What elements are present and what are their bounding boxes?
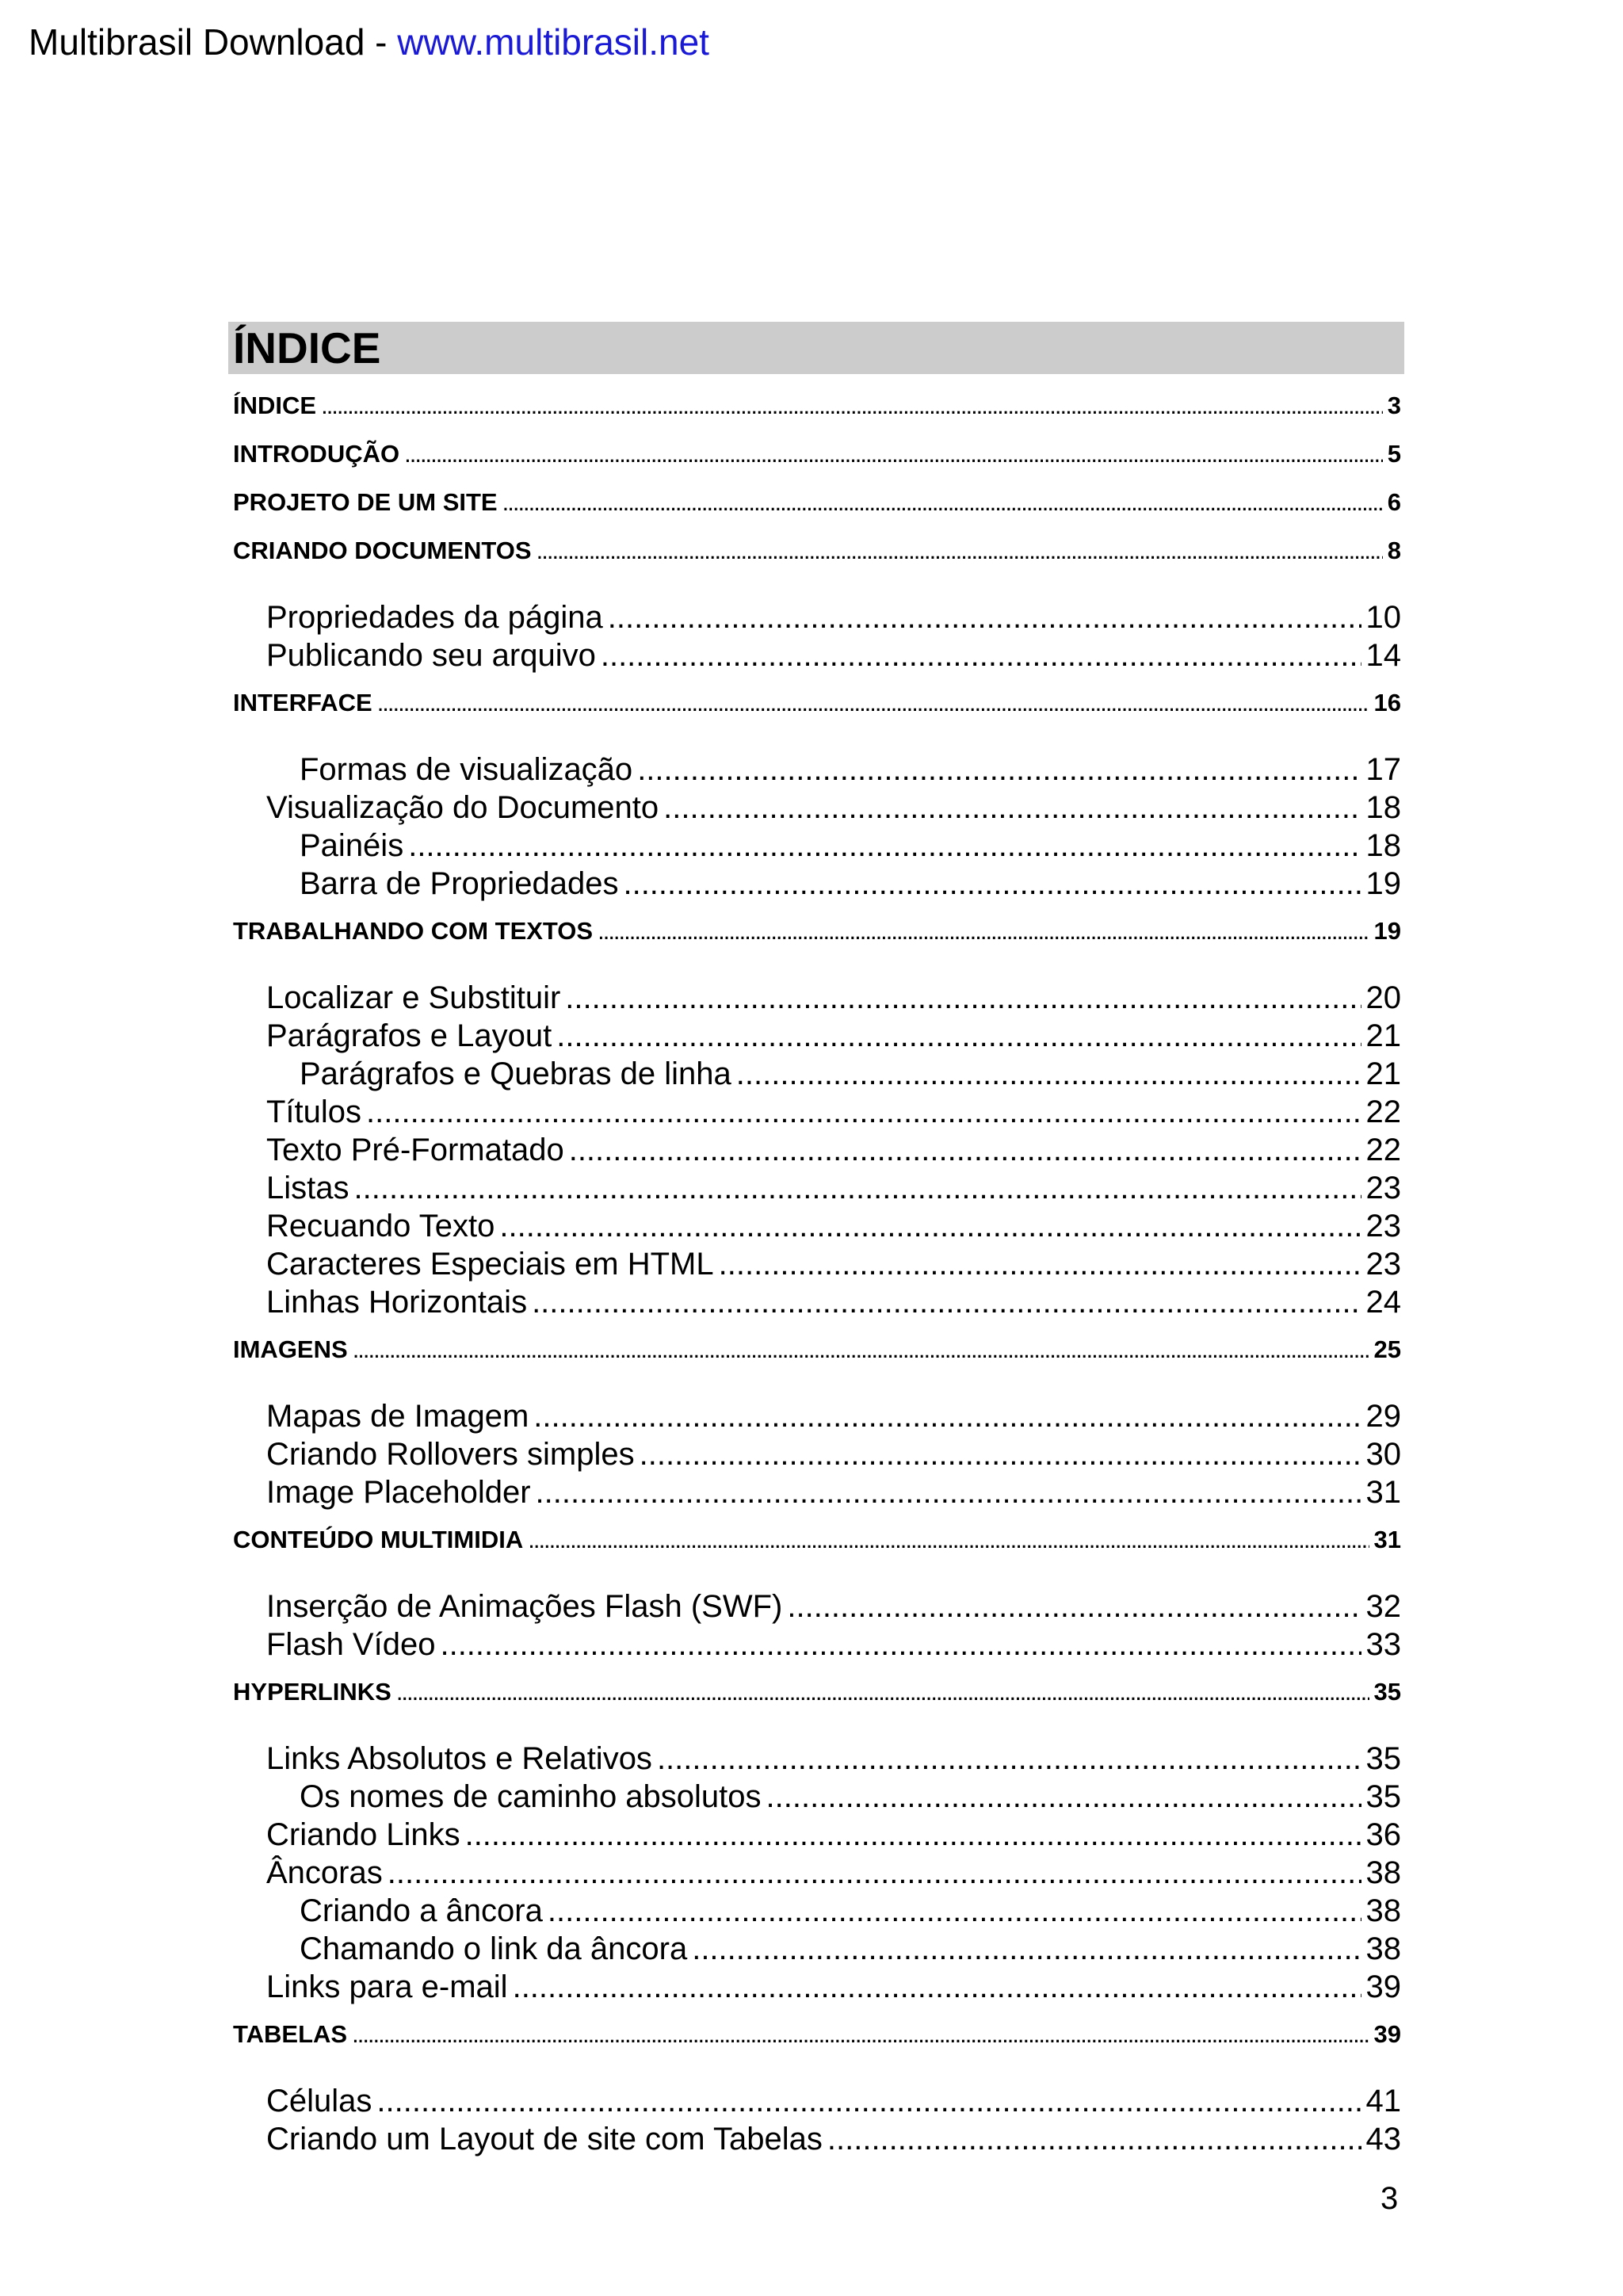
toc-entry-page: 29 <box>1365 1399 1401 1434</box>
toc-entry[interactable] <box>233 1397 1401 1435</box>
toc-entry-page: 38 <box>1365 1893 1401 1928</box>
toc-dot-leader <box>321 387 1383 425</box>
toc-dot-leader <box>366 1093 1361 1131</box>
toc-entry-page: 20 <box>1365 980 1401 1015</box>
toc-entry-title: TRABALHANDO COM TEXTOS <box>233 917 594 945</box>
toc-dot-leader <box>663 789 1361 827</box>
toc-entry-page: 24 <box>1365 1285 1401 1320</box>
toc-entry-title: Mapas de Imagem <box>266 1399 529 1434</box>
toc-entry-title: Recuando Texto <box>266 1209 495 1244</box>
toc-dot-leader <box>465 1816 1361 1854</box>
toc-entry-title: INTRODUÇÃO <box>233 440 400 468</box>
toc-dot-leader <box>608 598 1361 636</box>
toc-entry[interactable] <box>233 1740 1401 1778</box>
toc-dot-leader <box>353 1331 1369 1369</box>
toc-entry-title: INTERFACE <box>233 689 372 716</box>
toc-dot-leader <box>377 684 1369 722</box>
toc-entry[interactable] <box>233 1245 1401 1283</box>
toc-entry-page: 39 <box>1365 1969 1401 2004</box>
toc-entry-page: 18 <box>1365 790 1401 825</box>
toc-entry[interactable] <box>233 1673 1401 1740</box>
toc-title: ÍNDICE <box>228 322 1404 374</box>
toc-entry-title: Flash Vídeo <box>266 1627 436 1662</box>
toc-entry-page: 21 <box>1365 1018 1401 1053</box>
toc-entry-title: Propriedades da página <box>266 600 603 635</box>
toc-entry[interactable] <box>233 532 1401 598</box>
toc-entry-title: Criando um Layout de site com Tabelas <box>266 2122 823 2157</box>
toc-entry[interactable] <box>233 827 1401 865</box>
toc-entry-page: 18 <box>1365 828 1401 863</box>
toc-entry[interactable] <box>233 1435 1401 1473</box>
toc-dot-leader <box>408 827 1361 865</box>
toc-entry-page: 14 <box>1365 638 1401 673</box>
toc-entry-page: 32 <box>1365 1589 1401 1624</box>
toc-entry-title: CONTEÚDO MULTIMIDIA <box>233 1526 524 1553</box>
toc-entry[interactable] <box>233 2120 1401 2158</box>
toc-entry-page: 30 <box>1365 1437 1401 1472</box>
toc-entry-title: Publicando seu arquivo <box>266 638 596 673</box>
toc-entry-page: 6 <box>1387 488 1401 516</box>
toc-dot-leader <box>388 1854 1361 1892</box>
toc-entry-title: Texto Pré-Formatado <box>266 1133 564 1167</box>
toc-entry[interactable] <box>233 979 1401 1017</box>
toc-dot-leader <box>502 483 1383 521</box>
toc-dot-leader <box>565 979 1361 1017</box>
toc-dot-leader <box>692 1930 1361 1968</box>
toc-entry-title: ÍNDICE <box>233 392 317 419</box>
toc-entry-page: 33 <box>1365 1627 1401 1662</box>
toc-entry-page: 5 <box>1387 440 1401 468</box>
toc-entry-title: Títulos <box>266 1095 362 1129</box>
toc-entry-title: Image Placeholder <box>266 1475 531 1510</box>
toc-dot-leader <box>640 1435 1361 1473</box>
toc-dot-leader <box>766 1778 1361 1816</box>
toc-entry[interactable] <box>233 1521 1401 1587</box>
toc-entry[interactable] <box>233 1930 1401 1968</box>
toc-entry-page: 22 <box>1365 1095 1401 1129</box>
toc-dot-leader <box>637 751 1361 789</box>
toc-entry-page: 31 <box>1365 1475 1401 1510</box>
toc-entry-title: Âncoras <box>266 1855 383 1890</box>
toc-entry-title: Links para e-mail <box>266 1969 508 2004</box>
toc-entry-page: 21 <box>1365 1056 1401 1091</box>
toc-dot-leader <box>537 532 1383 570</box>
toc-dot-leader <box>548 1892 1361 1930</box>
table-of-contents <box>233 387 1401 2158</box>
toc-entry[interactable] <box>233 1778 1401 1816</box>
toc-entry-page: 17 <box>1365 752 1401 787</box>
toc-dot-leader <box>528 1521 1369 1559</box>
toc-entry[interactable] <box>233 1473 1401 1521</box>
toc-entry-title: Inserção de Animações Flash (SWF) <box>266 1589 783 1624</box>
toc-entry-page: 19 <box>1373 917 1401 945</box>
toc-entry-page: 23 <box>1365 1209 1401 1244</box>
toc-dot-leader <box>787 1587 1361 1626</box>
toc-dot-leader <box>827 2120 1361 2158</box>
toc-entry-title: Localizar e Substituir <box>266 980 561 1015</box>
toc-dot-leader <box>513 1968 1361 2006</box>
toc-dot-leader <box>601 636 1361 674</box>
toc-entry-title: Parágrafos e Layout <box>266 1018 552 1053</box>
toc-entry-page: 43 <box>1365 2122 1401 2157</box>
toc-entry-page: 10 <box>1365 600 1401 635</box>
toc-entry-page: 41 <box>1365 2084 1401 2118</box>
toc-entry[interactable] <box>233 483 1401 532</box>
toc-entry-title: Linhas Horizontais <box>266 1285 528 1320</box>
toc-entry[interactable] <box>233 1017 1401 1055</box>
toc-entry-page: 23 <box>1365 1171 1401 1205</box>
toc-entry[interactable] <box>233 435 1401 483</box>
toc-dot-leader <box>657 1740 1361 1778</box>
toc-entry-page: 38 <box>1365 1931 1401 1966</box>
toc-dot-leader <box>354 1169 1361 1207</box>
toc-entry-page: 22 <box>1365 1133 1401 1167</box>
toc-entry-page: 35 <box>1365 1779 1401 1814</box>
toc-entry-title: TABELAS <box>233 2020 348 2048</box>
toc-dot-leader <box>440 1626 1361 1664</box>
toc-entry[interactable] <box>233 865 1401 912</box>
toc-entry[interactable] <box>233 2082 1401 2120</box>
toc-entry[interactable] <box>233 1587 1401 1626</box>
toc-entry[interactable] <box>233 1207 1401 1245</box>
toc-dot-leader <box>623 865 1361 903</box>
toc-entry[interactable] <box>233 1283 1401 1331</box>
toc-entry-title: Painéis <box>300 828 404 863</box>
toc-entry-page: 36 <box>1365 1817 1401 1852</box>
toc-dot-leader <box>719 1245 1361 1283</box>
toc-entry-title: Barra de Propriedades <box>300 866 619 901</box>
toc-dot-leader <box>536 1473 1361 1511</box>
toc-entry[interactable] <box>233 789 1401 827</box>
toc-entry-title: Links Absolutos e Relativos <box>266 1741 652 1776</box>
toc-entry[interactable] <box>233 636 1401 684</box>
toc-entry-title: Visualização do Documento <box>266 790 659 825</box>
toc-entry-page: 35 <box>1373 1678 1401 1706</box>
toc-entry[interactable] <box>233 1055 1401 1093</box>
toc-entry[interactable] <box>233 387 1401 435</box>
toc-entry[interactable] <box>233 1331 1401 1397</box>
toc-entry-title: IMAGENS <box>233 1335 348 1363</box>
toc-entry[interactable] <box>233 1626 1401 1673</box>
toc-entry[interactable] <box>233 1131 1401 1169</box>
toc-entry[interactable] <box>233 912 1401 979</box>
toc-entry-page: 25 <box>1373 1335 1401 1363</box>
toc-entry-title: Os nomes de caminho absolutos <box>300 1779 762 1814</box>
toc-entry-title: Criando a âncora <box>300 1893 543 1928</box>
toc-entry-title: Caracteres Especiais em HTML <box>266 1247 714 1282</box>
toc-entry-title: Criando Links <box>266 1817 460 1852</box>
toc-entry[interactable] <box>233 598 1401 636</box>
page-number: 3 <box>1381 2181 1399 2216</box>
toc-entry[interactable] <box>233 2015 1401 2082</box>
toc-entry-title: CRIANDO DOCUMENTOS <box>233 537 532 564</box>
toc-dot-leader <box>376 2082 1361 2120</box>
toc-entry-page: 39 <box>1373 2020 1401 2048</box>
toc-entry[interactable] <box>233 684 1401 751</box>
toc-entry-title: Criando Rollovers simples <box>266 1437 635 1472</box>
toc-dot-leader <box>404 435 1383 473</box>
toc-entry-page: 35 <box>1365 1741 1401 1776</box>
toc-entry-title: Chamando o link da âncora <box>300 1931 688 1966</box>
toc-dot-leader <box>736 1055 1361 1093</box>
toc-entry[interactable] <box>233 1816 1401 1854</box>
toc-entry-page: 38 <box>1365 1855 1401 1890</box>
toc-entry-page: 31 <box>1373 1526 1401 1553</box>
toc-dot-leader <box>499 1207 1361 1245</box>
toc-entry[interactable] <box>233 1892 1401 1930</box>
toc-dot-leader <box>533 1397 1361 1435</box>
toc-entry[interactable] <box>233 1854 1401 1892</box>
toc-entry[interactable] <box>233 1093 1401 1131</box>
toc-entry-title: Formas de visualização <box>300 752 633 787</box>
toc-entry-page: 16 <box>1373 689 1401 716</box>
toc-dot-leader <box>396 1673 1369 1711</box>
toc-dot-leader <box>556 1017 1361 1055</box>
site-name: Multibrasil Download - <box>29 21 398 63</box>
toc-entry-page: 23 <box>1365 1247 1401 1282</box>
site-url-link[interactable]: www.multibrasil.net <box>397 21 709 63</box>
toc-entry-page: 3 <box>1387 392 1401 419</box>
site-header <box>29 17 709 67</box>
toc-dot-leader <box>352 2015 1369 2053</box>
toc-dot-leader <box>569 1131 1361 1169</box>
toc-dot-leader <box>532 1283 1361 1321</box>
toc-entry[interactable] <box>233 751 1401 789</box>
toc-entry[interactable] <box>233 1169 1401 1207</box>
toc-entry-page: 8 <box>1387 537 1401 564</box>
toc-entry-title: PROJETO DE UM SITE <box>233 488 498 516</box>
toc-entry[interactable] <box>233 1968 1401 2015</box>
toc-dot-leader <box>598 912 1369 950</box>
toc-entry-title: Parágrafos e Quebras de linha <box>300 1056 731 1091</box>
toc-entry-title: Células <box>266 2084 372 2118</box>
toc-entry-title: HYPERLINKS <box>233 1678 391 1706</box>
toc-entry-title: Listas <box>266 1171 349 1205</box>
toc-entry-page: 19 <box>1365 866 1401 901</box>
